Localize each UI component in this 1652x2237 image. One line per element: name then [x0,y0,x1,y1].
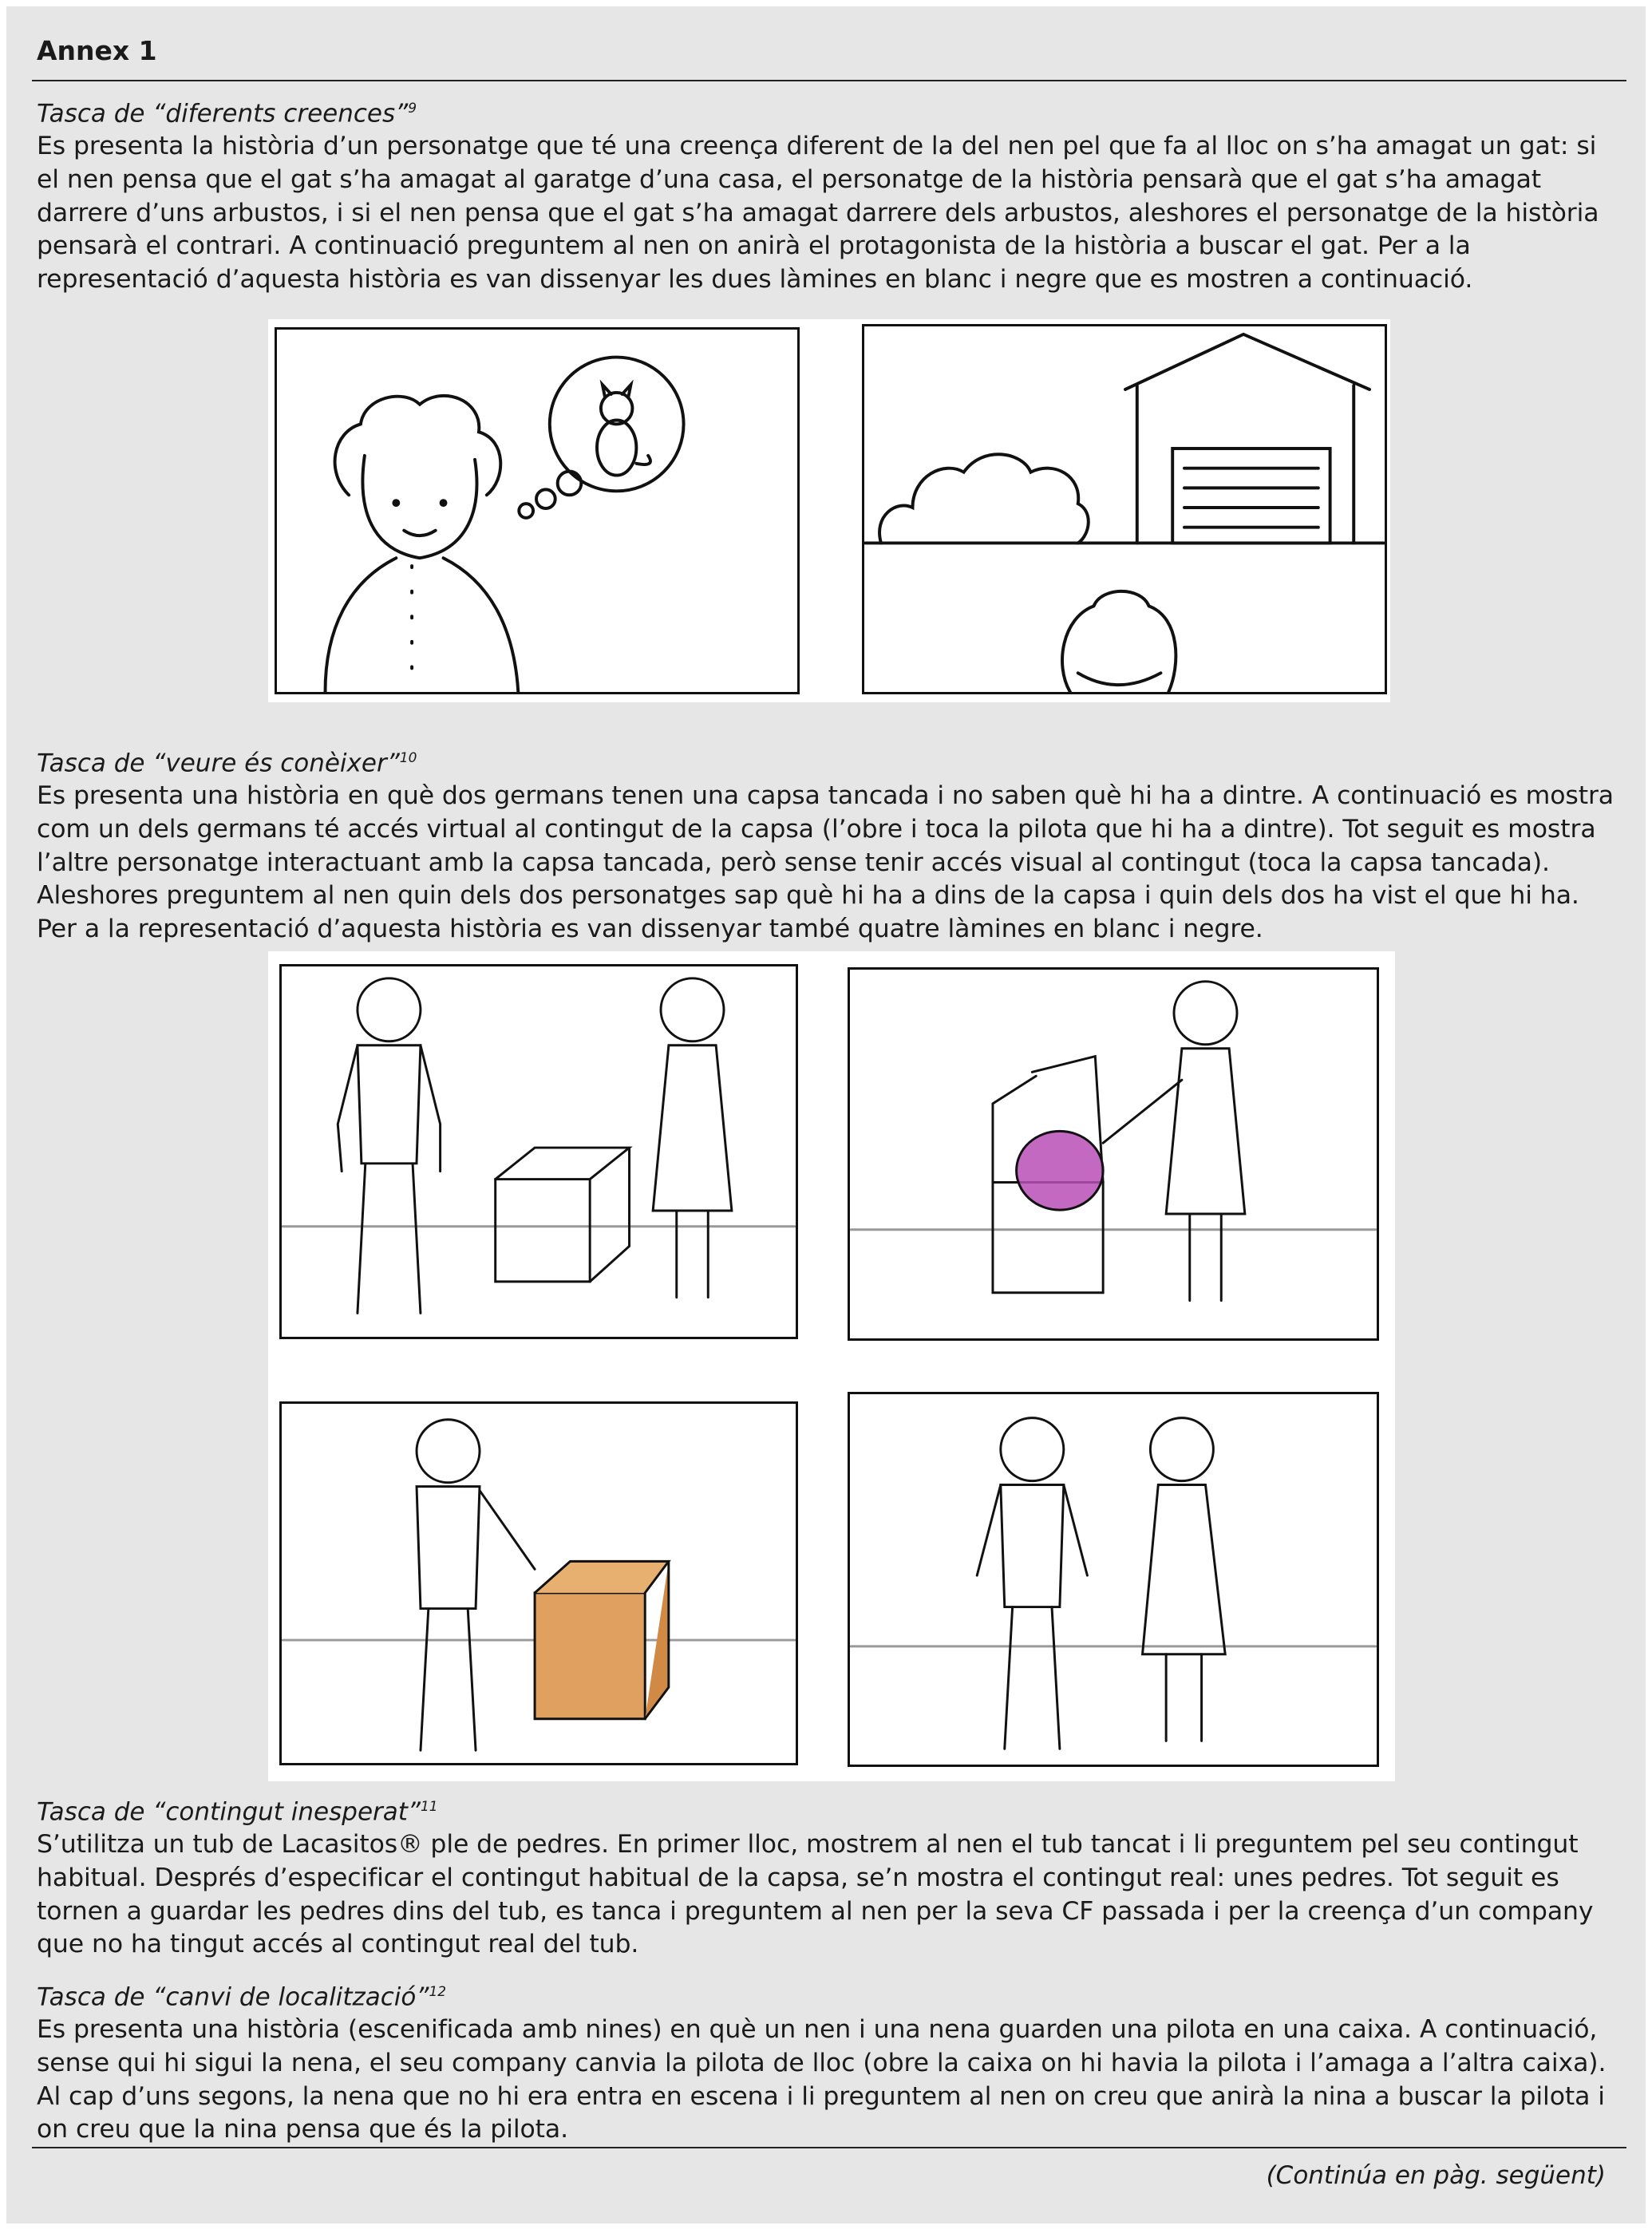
section-text: Es presenta una història (escenificada amb nines) en què un nen i una nena guarden una pilota en una caixa. A continuació, sense qui hi sigui la nena, el seu company canvia la pilota de lloc (obre la caixa on hi havia la pilota i l’amaga a l’altra caixa). Al cap d’uns segons, la nena que no hi era entra en escena i li preguntem al nen on creu que anirà la nina a buscar la pilota i on creu que la nina pensa que és la pilota. [37,2015,1607,2144]
section-contingut-inesperat [37,1791,1625,1962]
section-title: Tasca de “diferents creences”$^9$ [37,99,417,128]
child-thinking-illustration [277,330,797,692]
annex-header [32,32,1626,81]
section-title: Tasca de “contingut inesperat”$^{11}$ [37,1797,438,1827]
garage-bushes-illustration [864,326,1385,692]
boy-and-girl-illustration [850,1394,1377,1765]
footnote-ref: 9 [408,101,417,117]
boy-opens-box-illustration [850,970,1377,1338]
panel-touches-closed-box [279,1401,798,1765]
panel-closed-box [279,964,798,1339]
section-text: Es presenta la història d’un personatge que té una creença diferent de la del nen pel que fa al lloc on s’ha amagat un gat: si el nen pensa que el gat s’ha amagat al garatge d’una casa, el personatge de la història pensarà que el gat s’ha amagat darrere d’uns arbustos, i si el nen pensa que el gat s’ha amagat darrere dels arbustos, aleshores el personatge de la història pensarà el contrari. A continuació preguntem al nen on anirà el protagonista de la història a buscar el gat. Per a la representació d’aquesta història es van dissenyar les dues làmines en blanc i negre que es mostren a continuació. [37,132,1599,294]
section-text: Es presenta una història en què dos germans tenen una capsa tancada i no saben què hi ha a dintre. A continuació es mostra com un dels germans té accés virtual al contingut de la capsa (l’obre i toca la pilota que hi ha a dintre). Tot seguit es mostra l’altre personatge interactuant amb la capsa tancada, però sense tenir accés visual al contingut (toca la capsa tancada). Aleshores preguntem al nen quin dels dos personatges sap què hi ha a dins de la capsa i quin dels dos ha vist el que hi ha. Per a la representació d’aquesta història es van dissenyar també quatre làmines en blanc i negre. [37,781,1614,943]
section-veure-es-coneixer [37,742,1625,946]
panel-garage-bushes [862,324,1387,694]
continuation-note: (Continúa en pàg. següent) [1266,2161,1606,2190]
child-touches-closed-box-illustration [282,1404,796,1763]
section-canvi-de-localitzacio [37,1976,1625,2147]
footnote-ref: 11 [420,1799,438,1815]
boy-girl-closed-box-illustration [282,966,796,1337]
panel-child-thinking-cat [275,327,800,694]
footnote-ref: 12 [429,1984,447,2000]
panel-both-children [848,1392,1379,1767]
section-title: Tasca de “canvi de localització”$^{12}$ [37,1982,447,2012]
panel-open-box-ball [848,967,1379,1341]
section-title: Tasca de “veure és conèixer”$^{10}$ [37,749,417,778]
section-text: S’utilitza un tub de Lacasitos® ple de pedres. En primer lloc, mostrem al nen el tub tancat i li preguntem pel seu contingut habitual. Després d’especificar el contingut habitual de la capsa, se’n mostra el contingut real: unes pedres. Tot seguit es tornen a guardar les pedres dins del tub, es tanca i preguntem al nen per la seva CF passada i per la creença d’un company que no ha tingut accés al contingut real del tub. [37,1830,1594,1959]
footnote-ref: 10 [399,750,417,766]
footer-divider [32,2147,1626,2148]
annex-title: Annex 1 [37,35,157,66]
page [6,6,1646,2223]
figure-diferents-creences [268,319,1390,702]
figure-veure-es-coneixer [268,951,1395,1781]
section-diferents-creences [37,93,1625,296]
